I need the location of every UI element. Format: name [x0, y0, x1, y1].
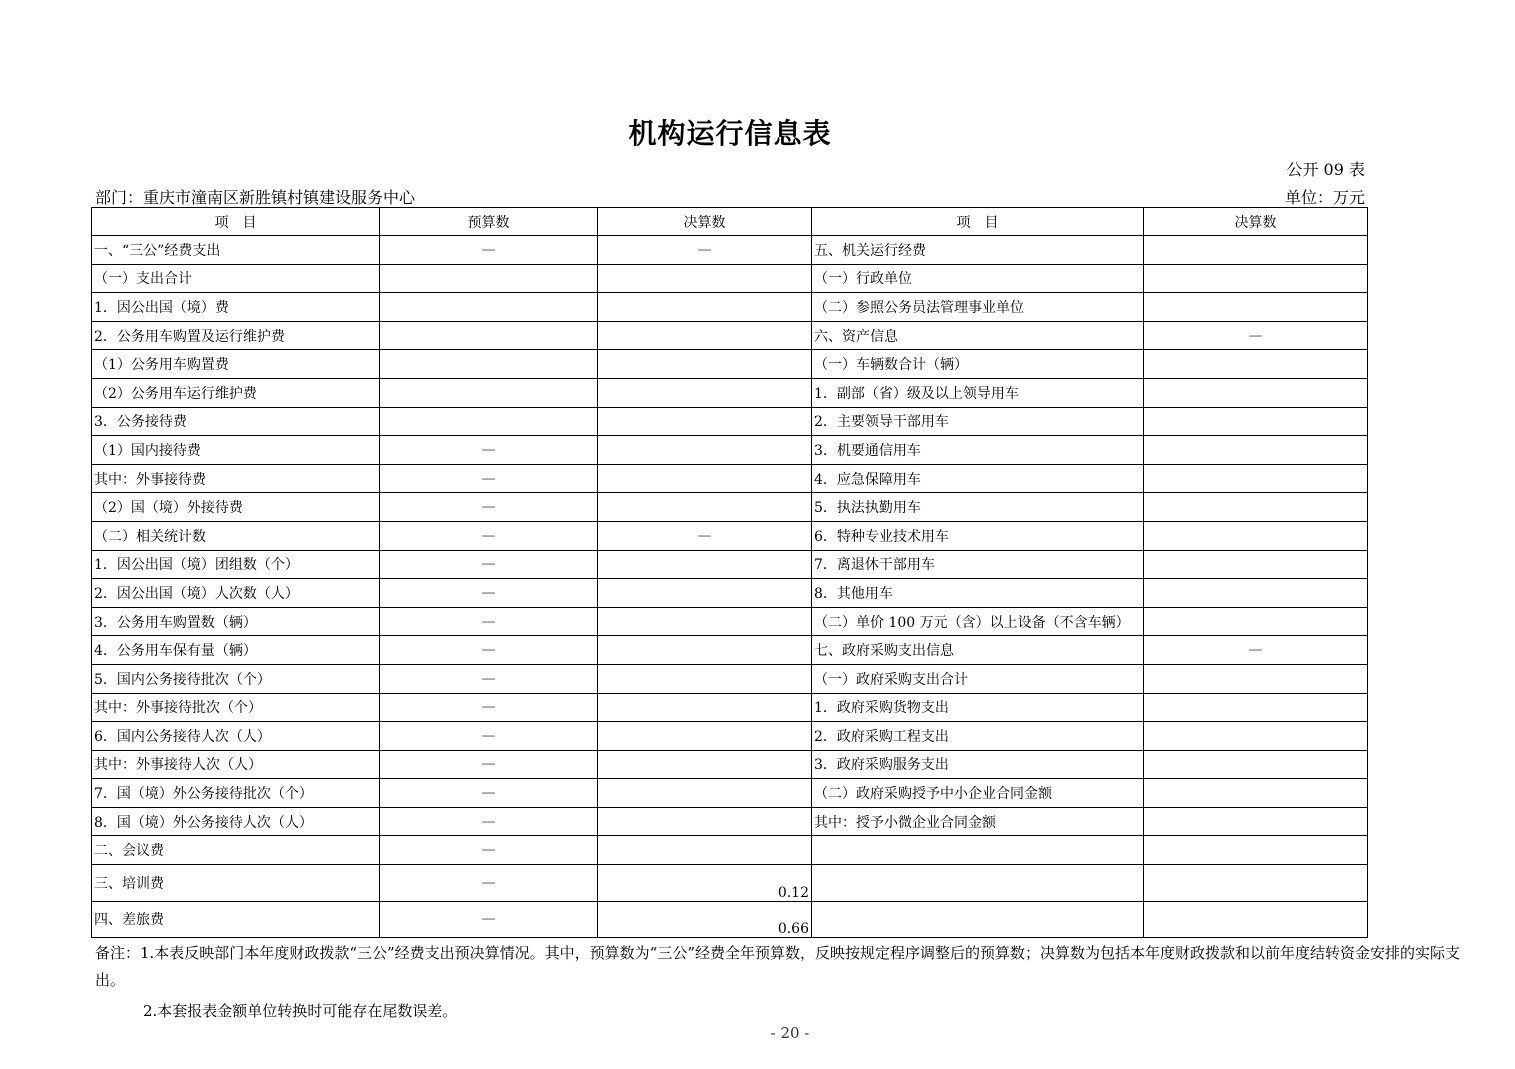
budget-cell	[380, 407, 598, 436]
row-label-right: 六、资产信息	[812, 321, 1144, 350]
row-label-left: 6．国内公务接待人次（人）	[92, 722, 380, 751]
row-label-right: 其中：授予小微企业合同金额	[812, 807, 1144, 836]
row-label-left: 其中：外事接待人次（人）	[92, 750, 380, 779]
budget-cell: —	[380, 579, 598, 608]
table-row	[92, 579, 1368, 608]
row-label-left: （2）公务用车运行维护费	[92, 378, 380, 407]
info-table	[91, 207, 1368, 938]
right-final-cell	[1144, 779, 1368, 808]
table-row	[92, 607, 1368, 636]
row-label-left: （1）公务用车购置费	[92, 350, 380, 379]
final-cell	[598, 550, 812, 579]
right-final-cell	[1144, 693, 1368, 722]
row-label-left: （一）支出合计	[92, 264, 380, 293]
row-label-right: 6．特种专业技术用车	[812, 521, 1144, 550]
row-label-left: 4．公务用车保有量（辆）	[92, 636, 380, 665]
final-cell	[598, 836, 812, 865]
right-final-cell	[1144, 407, 1368, 436]
row-label-left: 其中：外事接待批次（个）	[92, 693, 380, 722]
final-cell	[598, 350, 812, 379]
table-row	[92, 350, 1368, 379]
budget-cell: —	[380, 607, 598, 636]
budget-cell	[380, 378, 598, 407]
right-final-cell	[1144, 493, 1368, 522]
note-1: 备注：1.本表反映部门本年度财政拨款“三公”经费支出预决算情况。其中，预算数为“三公”经费全年预算数，反映按规定程序调整后的预算数；决算数为包括本年度财政拨款和以前年度结转资金安排的实际支出。	[95, 944, 1460, 989]
right-final-cell	[1144, 664, 1368, 693]
row-label-right: 七、政府采购支出信息	[812, 636, 1144, 665]
row-label-left: 三、培训费	[92, 865, 380, 902]
row-label-right: 7．离退休干部用车	[812, 550, 1144, 579]
final-cell	[598, 722, 812, 751]
budget-cell: —	[380, 464, 598, 493]
table-row	[92, 865, 1368, 902]
unit-label: 单位：万元	[1284, 188, 1365, 207]
row-label-left: （1）国内接待费	[92, 436, 380, 465]
row-label-right: （二）单价 100 万元（含）以上设备（不含车辆）	[812, 607, 1144, 636]
final-cell	[598, 321, 812, 350]
budget-cell	[380, 321, 598, 350]
right-final-cell	[1144, 579, 1368, 608]
row-label-left: 其中：外事接待费	[92, 464, 380, 493]
table-row	[92, 722, 1368, 751]
right-final-cell	[1144, 350, 1368, 379]
final-cell: 0.66	[598, 901, 812, 938]
budget-cell: —	[380, 750, 598, 779]
right-final-cell	[1144, 436, 1368, 465]
row-label-left: 一、“三公”经费支出	[92, 236, 380, 265]
row-label-right: 3．机要通信用车	[812, 436, 1144, 465]
final-cell	[598, 636, 812, 665]
final-cell	[598, 693, 812, 722]
right-final-cell: —	[1144, 321, 1368, 350]
right-final-cell	[1144, 722, 1368, 751]
final-cell	[598, 807, 812, 836]
right-final-cell: —	[1144, 636, 1368, 665]
row-label-left: 2．公务用车购置及运行维护费	[92, 321, 380, 350]
budget-cell: —	[380, 836, 598, 865]
header-row	[92, 208, 1368, 236]
budget-cell: —	[380, 664, 598, 693]
right-final-cell	[1144, 378, 1368, 407]
table-row	[92, 236, 1368, 265]
row-label-left: 8．国（境）外公务接待人次（人）	[92, 807, 380, 836]
row-label-right: （二）政府采购授予中小企业合同金额	[812, 779, 1144, 808]
final-cell	[598, 293, 812, 322]
final-cell: —	[598, 521, 812, 550]
final-cell	[598, 407, 812, 436]
note-2: 2.本套报表金额单位转换时可能存在尾数误差。	[143, 1002, 458, 1020]
page-number: - 20 -	[770, 1024, 810, 1042]
final-cell	[598, 607, 812, 636]
right-final-cell	[1144, 901, 1368, 938]
budget-cell: —	[380, 807, 598, 836]
row-label-left: 1．因公出国（境）团组数（个）	[92, 550, 380, 579]
row-label-right: 五、机关运行经费	[812, 236, 1144, 265]
row-label-right: 8．其他用车	[812, 579, 1144, 608]
right-final-cell	[1144, 607, 1368, 636]
table-row	[92, 293, 1368, 322]
table-row	[92, 807, 1368, 836]
row-label-left: 四、差旅费	[92, 901, 380, 938]
row-label-right: （一）行政单位	[812, 264, 1144, 293]
row-label-right: （一）政府采购支出合计	[812, 664, 1144, 693]
budget-cell: —	[380, 865, 598, 902]
row-label-left: 2．因公出国（境）人次数（人）	[92, 579, 380, 608]
row-label-right: 4．应急保障用车	[812, 464, 1144, 493]
table-row	[92, 836, 1368, 865]
final-cell: 0.12	[598, 865, 812, 902]
budget-cell: —	[380, 722, 598, 751]
budget-cell: —	[380, 550, 598, 579]
table-row	[92, 407, 1368, 436]
header-item-right: 项 目	[812, 208, 1144, 236]
row-label-right: （二）参照公务员法管理事业单位	[812, 293, 1144, 322]
budget-cell	[380, 350, 598, 379]
header-budget: 预算数	[380, 208, 598, 236]
right-final-cell	[1144, 550, 1368, 579]
table-row	[92, 378, 1368, 407]
row-label-right	[812, 836, 1144, 865]
budget-cell: —	[380, 779, 598, 808]
budget-cell: —	[380, 636, 598, 665]
row-label-right: 3．政府采购服务支出	[812, 750, 1144, 779]
table-row	[92, 779, 1368, 808]
budget-cell: —	[380, 236, 598, 265]
table-row	[92, 550, 1368, 579]
table-row	[92, 321, 1368, 350]
right-final-cell	[1144, 236, 1368, 265]
table-row	[92, 521, 1368, 550]
row-label-left: 7．国（境）外公务接待批次（个）	[92, 779, 380, 808]
row-label-right: 1．政府采购货物支出	[812, 693, 1144, 722]
table-code: 公开 09 表	[1286, 160, 1365, 179]
row-label-right: 2．政府采购工程支出	[812, 722, 1144, 751]
right-final-cell	[1144, 836, 1368, 865]
final-cell	[598, 436, 812, 465]
row-label-right: （一）车辆数合计（辆）	[812, 350, 1144, 379]
table-row	[92, 493, 1368, 522]
final-cell	[598, 378, 812, 407]
row-label-right: 1．副部（省）级及以上领导用车	[812, 378, 1144, 407]
budget-cell: —	[380, 436, 598, 465]
row-label-left: 二、会议费	[92, 836, 380, 865]
table-row	[92, 436, 1368, 465]
row-label-right	[812, 865, 1144, 902]
row-label-left: 5．国内公务接待批次（个）	[92, 664, 380, 693]
page-title: 机构运行信息表	[628, 117, 832, 150]
right-final-cell	[1144, 464, 1368, 493]
row-label-left: 3．公务接待费	[92, 407, 380, 436]
final-cell	[598, 464, 812, 493]
final-cell	[598, 664, 812, 693]
header-final-right: 决算数	[1144, 208, 1368, 236]
department-label: 部门：重庆市潼南区新胜镇村镇建设服务中心	[95, 188, 416, 207]
final-cell	[598, 264, 812, 293]
table-row	[92, 693, 1368, 722]
right-final-cell	[1144, 865, 1368, 902]
final-cell	[598, 579, 812, 608]
table-row	[92, 664, 1368, 693]
row-label-right: 2．主要领导干部用车	[812, 407, 1144, 436]
budget-cell: —	[380, 901, 598, 938]
right-final-cell	[1144, 264, 1368, 293]
table-row	[92, 750, 1368, 779]
row-label-left: 1．因公出国（境）费	[92, 293, 380, 322]
budget-cell: —	[380, 521, 598, 550]
budget-cell: —	[380, 693, 598, 722]
row-label-left: 3．公务用车购置数（辆）	[92, 607, 380, 636]
final-cell	[598, 779, 812, 808]
budget-cell	[380, 293, 598, 322]
final-cell	[598, 750, 812, 779]
row-label-left: （2）国（境）外接待费	[92, 493, 380, 522]
budget-cell	[380, 264, 598, 293]
right-final-cell	[1144, 750, 1368, 779]
row-label-right: 5．执法执勤用车	[812, 493, 1144, 522]
right-final-cell	[1144, 293, 1368, 322]
right-final-cell	[1144, 807, 1368, 836]
row-label-left: （二）相关统计数	[92, 521, 380, 550]
table-row	[92, 264, 1368, 293]
header-final-left: 决算数	[598, 208, 812, 236]
table-row	[92, 464, 1368, 493]
header-item-left: 项 目	[92, 208, 380, 236]
right-final-cell	[1144, 521, 1368, 550]
row-label-right	[812, 901, 1144, 938]
table-row	[92, 901, 1368, 938]
budget-cell: —	[380, 493, 598, 522]
final-cell	[598, 493, 812, 522]
final-cell: —	[598, 236, 812, 265]
table-row	[92, 636, 1368, 665]
